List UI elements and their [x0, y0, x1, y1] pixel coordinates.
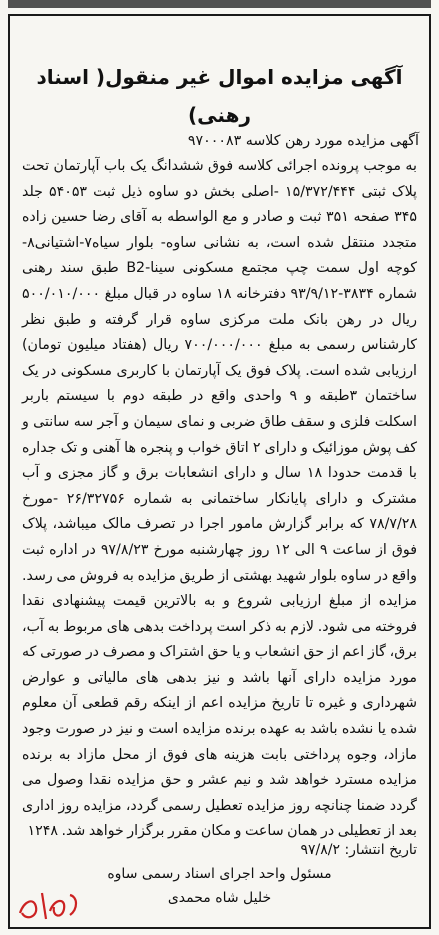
- notice-title: آگهی مزایده اموال غیر منقول( اسناد رهنی): [36, 65, 403, 127]
- clipping-edge: [8, 0, 431, 8]
- officer-name: خلیل شاه محمدی: [167, 890, 272, 906]
- notice-case-number: آگهی مزایده مورد رهن کلاسه ۹۷۰۰۰۸۳: [187, 133, 419, 149]
- publish-date: تاریخ انتشار: ۹۷/۸/۲: [300, 842, 417, 858]
- notice-body: به موجب پرونده اجرائی کلاسه فوق ششدانگ یک باب آپارتمان تحت پلاک ثبتی ۱۵/۳۷۲/۴۴۴ -اصلی بخش دو ساوه ذیل ثبت ۵۴۰۵۳ جلد ۳۴۵ صفحه ۳۵۱ ثبت و صادر و مع الواسطه به آقای رضا حسین زاده متجدد منتقل شده است، به نشانی ساوه- بلوار سیاه۷-اشتیانی۸-کوچه اول سمت چپ مجتمع مسکونی سینا-B2 طبق سند رهنی شماره ۳۸۳۴-۹۳/۹/۱۲ دفترخانه ۱۸ ساوه در قبال مبلغ ۵۰۰/۰۱۰/۰۰۰ ریال در رهن بانک ملت مرکزی ساوه قرار گرفته و طبق نظر کارشناس رسمی به مبلغ ۷۰۰/۰۰۰/۰۰۰ ریال (هفتاد میلیون تومان) ارزیابی شده است. پلاک فوق یک آپارتمان با کاربری مسکونی در یک ساختمان ۳طبقه و ۹ واحدی واقع در طبقه دوم با سیستم باربر اسکلت فلزی و سقف طاق ضربی و نمای سیمان و آجر سه سانتی و کف پوش موزائیک و دارای ۲ اتاق خواب و پنجره ها آهنی و تک جداره با قدمت حدودا ۱۸ سال و دارای انشعابات برق و گاز مجزی و آب مشترک و دارای پایانکار ساختمانی به شماره ۲۶/۳۲۷۵۶ -مورخ ۷۸/۷/۲۸ که برابر گزارش مامور اجرا در تصرف مالک میباشد، پلاک فوق از ساعت ۹ الی ۱۲ روز چهارشنبه مورخ ۹۷/۸/۲۳ در اداره ثبت واقع در ساوه بلوار شهید بهشتی از طریق مزایده به فروش می رسد. مزایده از مبلغ ارزیابی شروع و به بالاترین قیمت پیشنهادی نقدا فروخته می شود. لازم به ذکر است پرداخت بدهی های مربوط به آب، برق، گاز اعم از حق انشعاب و یا حق اشتراک و مصرف در صورتی که مورد مزایده دارای آنها باشد و نیز بدهی های مالیاتی و عوارض شهرداری و غیره تا تاریخ مزایده اعم از اینکه رقم قطعی آن معلوم شده یا نشده باشد به عهده برنده مزایده است و نیز در صورت وجود مازاد، وجوه پرداختی بابت هزینه های فوق از محل مازاد به برنده مزایده مسترد خواهد شد و نیم عشر و حق مزایده نقدا وصول می گردد ضمنا چنانچه روز مزایده تعطیل رسمی گردد، مزایده روز اداری بعد از تعطیلی در همان ساعت و مکان مقرر برگزار خواهد شد. ۱۲۴۸: [22, 158, 418, 840]
- handwritten-mark: [14, 883, 84, 925]
- officer-title: مسئول واحد اجرای اسناد رسمی ساوه: [107, 866, 332, 882]
